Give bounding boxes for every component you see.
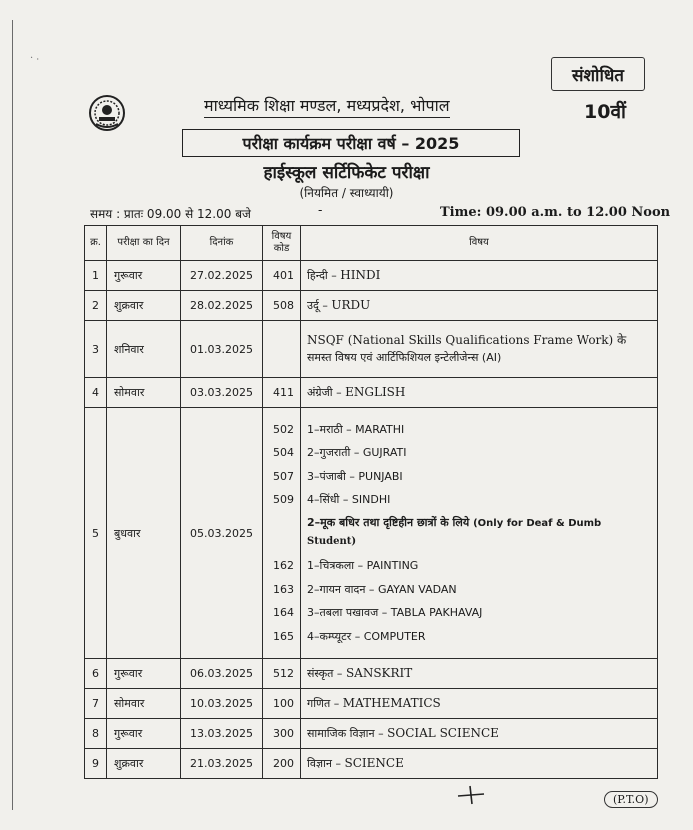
row-no: 9: [85, 749, 107, 779]
subject-english: SANSKRIT: [345, 666, 413, 680]
subject-hindi: 1–चित्रकला: [307, 559, 355, 572]
row-date: 27.02.2025: [181, 261, 263, 291]
row-date: 06.03.2025: [181, 659, 263, 689]
subject-english: HINDI: [340, 268, 381, 282]
nsqf-line-2: समस्त विषय एवं आर्टिफिशियल इन्टेलीजेन्स (AI): [307, 351, 502, 364]
row-code: 411: [263, 378, 301, 408]
board-emblem-icon: [88, 94, 126, 132]
row-no: 3: [85, 321, 107, 378]
subject-hindi: संस्कृत: [307, 667, 334, 680]
subject-english: SCIENCE: [344, 756, 404, 770]
list-item: 1–चित्रकला – PAINTING: [307, 559, 419, 572]
time-english: Time: 09.00 a.m. to 12.00 Noon: [440, 205, 671, 220]
row-date: 13.03.2025: [181, 719, 263, 749]
table-row: [85, 378, 658, 408]
row-date: 03.03.2025: [181, 378, 263, 408]
row-no: 5: [85, 408, 107, 659]
nsqf-line-1: NSQF (National Skills Qualifications Frame Work) के: [307, 333, 627, 347]
list-item: 4–सिंधी – SINDHI: [307, 493, 391, 507]
code-spacer: [267, 512, 294, 554]
header-date: दिनांक: [181, 226, 263, 261]
row-day: गुरूवार: [107, 719, 181, 749]
list-item: 1–मराठी – MARATHI: [307, 422, 405, 436]
pto-note: (P.T.O): [604, 791, 658, 808]
row-date: 10.03.2025: [181, 689, 263, 719]
subject-hindi: विज्ञान: [307, 757, 332, 770]
note-hindi: 2–मूक बधिर तथा दृष्टिहीन छात्रों के लिये: [307, 516, 470, 529]
row-code: 200: [263, 749, 301, 779]
subject-code: 164: [273, 606, 294, 620]
subject-code: 502: [273, 422, 294, 436]
subject-english: ENGLISH: [345, 385, 406, 399]
table-row: [85, 291, 658, 321]
row-no: 6: [85, 659, 107, 689]
row-day: शुक्रवार: [107, 749, 181, 779]
table-row: [85, 321, 658, 378]
subject-english: URDU: [331, 298, 371, 312]
row-day: शनिवार: [107, 321, 181, 378]
row-no: 1: [85, 261, 107, 291]
row-subject: उर्दू – URDU: [301, 291, 658, 321]
subject-hindi: 3–पंजाबी: [307, 469, 346, 483]
exam-schedule-table: [84, 225, 658, 779]
subject-english: MARATHI: [355, 422, 405, 436]
separator-dash: -: [318, 203, 323, 218]
row-date: 21.03.2025: [181, 749, 263, 779]
subject-hindi: 4–कम्प्यूटर: [307, 629, 352, 643]
row-code: [263, 321, 301, 378]
row-code: 401: [263, 261, 301, 291]
subject-hindi: हिन्दी: [307, 269, 328, 282]
subject-hindi: 2–गुजराती: [307, 446, 351, 460]
revised-stamp: संशोधित: [551, 57, 645, 91]
exam-title: हाईस्कूल सर्टिफिकेट परीक्षा: [263, 163, 430, 183]
row-day: गुरूवार: [107, 659, 181, 689]
subject-hindi: सामाजिक विज्ञान: [307, 727, 375, 740]
row-subject: सामाजिक विज्ञान – SOCIAL SCIENCE: [301, 719, 658, 749]
time-hindi: समय : प्रातः 09.00 से 12.00 बजे: [90, 207, 251, 221]
table-row: [85, 408, 658, 659]
note-english: (Only for Deaf & Dumb: [473, 518, 602, 529]
row-day: बुधवार: [107, 408, 181, 659]
table-row: [85, 719, 658, 749]
subject-english: PAINTING: [366, 559, 419, 572]
row-code: 508: [263, 291, 301, 321]
list-item: 2–गुजराती – GUJRATI: [307, 446, 407, 460]
exam-subtitle: (नियमित / स्वाध्यायी): [299, 186, 394, 200]
row-subject: संस्कृत – SANSKRIT: [301, 659, 658, 689]
row-subject: हिन्दी – HINDI: [301, 261, 658, 291]
class-label: 10वीं: [584, 101, 626, 123]
pen-mark-icon: [456, 784, 486, 806]
row-date: 28.02.2025: [181, 291, 263, 321]
subject-hindi: 3–तबला पखावज: [307, 606, 379, 620]
subject-hindi: 1–मराठी: [307, 422, 343, 436]
subject-code: 162: [273, 559, 294, 572]
row-code: 512: [263, 659, 301, 689]
list-item: 2–गायन वादन – GAYAN VADAN: [307, 582, 457, 596]
row-code-list: [263, 408, 301, 659]
subject-code: 509: [273, 493, 294, 507]
subject-english: SINDHI: [351, 493, 391, 507]
subject-english: TABLA PAKHAVAJ: [390, 606, 483, 620]
row-day: शुक्रवार: [107, 291, 181, 321]
row-subject-list: [301, 408, 658, 659]
row-no: 8: [85, 719, 107, 749]
subject-hindi: उर्दू: [307, 299, 319, 312]
subject-hindi: गणित: [307, 697, 331, 710]
subject-hindi: अंग्रेजी: [307, 386, 333, 399]
subject-english: PUNJABI: [358, 469, 403, 483]
row-no: 7: [85, 689, 107, 719]
row-subject: अंग्रेजी – ENGLISH: [301, 378, 658, 408]
table-row: [85, 749, 658, 779]
subject-code: 163: [273, 582, 294, 596]
subject-code: 507: [273, 469, 294, 483]
subject-english: SOCIAL SCIENCE: [387, 726, 499, 740]
list-item: 4–कम्प्यूटर – COMPUTER: [307, 629, 426, 643]
table-row: [85, 689, 658, 719]
paper-specks: · ⸳: [30, 53, 40, 64]
subject-hindi: 2–गायन वादन: [307, 582, 366, 596]
list-item: 3–तबला पखावज – TABLA PAKHAVAJ: [307, 606, 483, 620]
subject-english: COMPUTER: [363, 629, 426, 643]
row-subject: [301, 321, 658, 378]
row-subject: विज्ञान – SCIENCE: [301, 749, 658, 779]
schedule-title: परीक्षा कार्यक्रम परीक्षा वर्ष – 2025: [182, 129, 520, 157]
row-day: सोमवार: [107, 378, 181, 408]
header-day: परीक्षा का दिन: [107, 226, 181, 261]
row-no: 2: [85, 291, 107, 321]
row-no: 4: [85, 378, 107, 408]
board-name: माध्यमिक शिक्षा मण्डल, मध्यप्रदेश, भोपाल: [204, 94, 450, 118]
row-subject: गणित – MATHEMATICS: [301, 689, 658, 719]
table-header-row: [85, 226, 658, 261]
list-item: 3–पंजाबी – PUNJABI: [307, 469, 403, 483]
subject-code: 165: [273, 629, 294, 643]
header-no: क्र.: [85, 226, 107, 261]
subject-hindi: 4–सिंधी: [307, 493, 340, 507]
header-code: विषय कोड: [263, 226, 301, 261]
deaf-dumb-note: [307, 512, 653, 534]
row-date: 05.03.2025: [181, 408, 263, 659]
row-code: 100: [263, 689, 301, 719]
subject-code: 504: [273, 446, 294, 460]
header-subject: विषय: [301, 226, 658, 261]
subject-english: GUJRATI: [362, 446, 407, 460]
subject-english: MATHEMATICS: [342, 696, 441, 710]
binder-line: [12, 20, 13, 810]
note-english-cont: Student): [307, 536, 357, 547]
row-date: 01.03.2025: [181, 321, 263, 378]
row-day: सोमवार: [107, 689, 181, 719]
row-code: 300: [263, 719, 301, 749]
subject-english: GAYAN VADAN: [377, 582, 457, 596]
row-day: गुरूवार: [107, 261, 181, 291]
table-row: [85, 659, 658, 689]
table-row: [85, 261, 658, 291]
